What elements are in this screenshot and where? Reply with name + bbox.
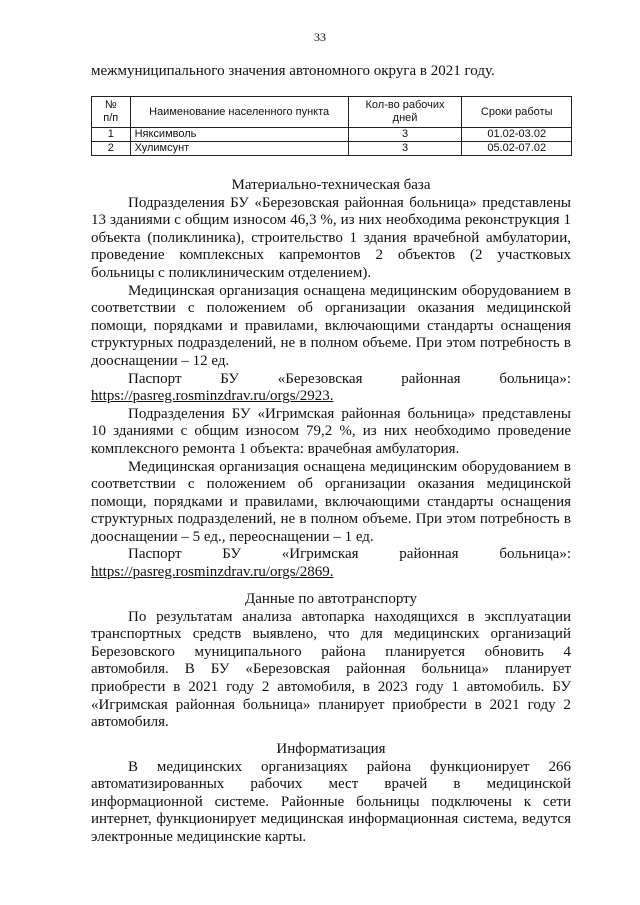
- settlements-table: [91, 96, 572, 156]
- row-period: 01.02-03.02: [462, 128, 572, 142]
- section-heading: Информатизация: [276, 741, 386, 757]
- paragraph: В медицинских организациях района функционирует 266 автоматизированных рабочих мест врачей в медицинской информационной системе. Районные больницы подключены к сети интернет, функционирует медицинская информационная система, ведутся электронные медицинские карты.: [91, 758, 571, 845]
- passport-link-line: [91, 564, 571, 582]
- paragraph: Подразделения БУ «Игримская районная больница» представлены 10 зданиями с общим износом 79,2 %, из них необходимо проведение комплексного ремонта 1 объекта: врачебная амбулатория.: [91, 405, 571, 457]
- passport-link[interactable]: https://pasreg.rosminzdrav.ru/orgs/2869.: [91, 564, 334, 581]
- table-row: [92, 128, 572, 142]
- section-heading: Материально-техническая база: [231, 177, 431, 193]
- header-number: [92, 97, 131, 128]
- row-name: Хулимсунт: [130, 142, 348, 156]
- passport-link[interactable]: https://pasreg.rosminzdrav.ru/orgs/2923.: [91, 388, 334, 405]
- header-workdays-line1: Кол-во рабочих: [365, 99, 445, 111]
- header-number-line2: п/п: [103, 112, 119, 124]
- passport-link-line: [91, 388, 571, 406]
- row-days: 3: [348, 142, 462, 156]
- header-workdays: [348, 97, 462, 128]
- section-material-base: [91, 177, 571, 582]
- header-name: Наименование населенного пункта: [130, 97, 348, 128]
- passport-line: Паспорт БУ «Березовская районная больница»:: [128, 370, 571, 387]
- row-number: 2: [92, 142, 131, 156]
- intro-line: межмуниципального значения автономного округа в 2021 году.: [91, 63, 495, 79]
- row-days: 3: [348, 128, 462, 142]
- paragraph: Медицинская организация оснащена медицинским оборудованием в соответствии с положением об организации оказания медицинской помощи, порядками и правилами, включающими стандарты оснащения структурных подразделений, не в полном объеме. При этом потребность в дооснащении – 12 ед.: [91, 282, 571, 369]
- page-number: 33: [314, 30, 326, 44]
- table-row: [92, 142, 572, 156]
- header-number-line1: №: [104, 99, 117, 111]
- row-number: 1: [92, 128, 131, 142]
- table-header-row: [92, 97, 572, 128]
- paragraph: По результатам анализа автопарка находящихся в эксплуатации транспортных средств выявлено, что для медицинских организаций Березовского муниципального района планируется обновить 4 автомобиля. В БУ «Березовская районная больница» планирует приобрести в 2021 году 2 автомобиля, в 2023 году 1 автомобиль. БУ «Игримская районная больница» планирует приобрести в 2021 году 2 автомобиля.: [91, 608, 571, 731]
- section-heading: Данные по автотранспорту: [244, 591, 417, 607]
- paragraph: Подразделения БУ «Березовская районная больница» представлены 13 зданиями с общим износом 46,3 %, из них необходима реконструкция 1 объекта (поликлиника), строительство 1 здания врачебной амбулатории, проведение комплексных капремонтов 2 объектов (2 участковых больницы с поликлиническим отделением).: [91, 194, 571, 281]
- section-informatization: [91, 741, 571, 847]
- row-name: Няксимволь: [130, 128, 348, 142]
- section-transport: [91, 591, 571, 732]
- header-workdays-line2: дней: [392, 112, 418, 124]
- passport-line: Паспорт БУ «Игримская районная больница»:: [128, 546, 571, 563]
- row-period: 05.02-07.02: [462, 142, 572, 156]
- header-period: Сроки работы: [462, 97, 572, 128]
- paragraph: Медицинская организация оснащена медицинским оборудованием в соответствии с положением об организации оказания медицинской помощи, порядками и правилами, включающими стандарты оснащения структурных подразделений, не в полном объеме. При этом потребность в дооснащении – 5 ед., переоснащении – 1 ед.: [91, 458, 571, 545]
